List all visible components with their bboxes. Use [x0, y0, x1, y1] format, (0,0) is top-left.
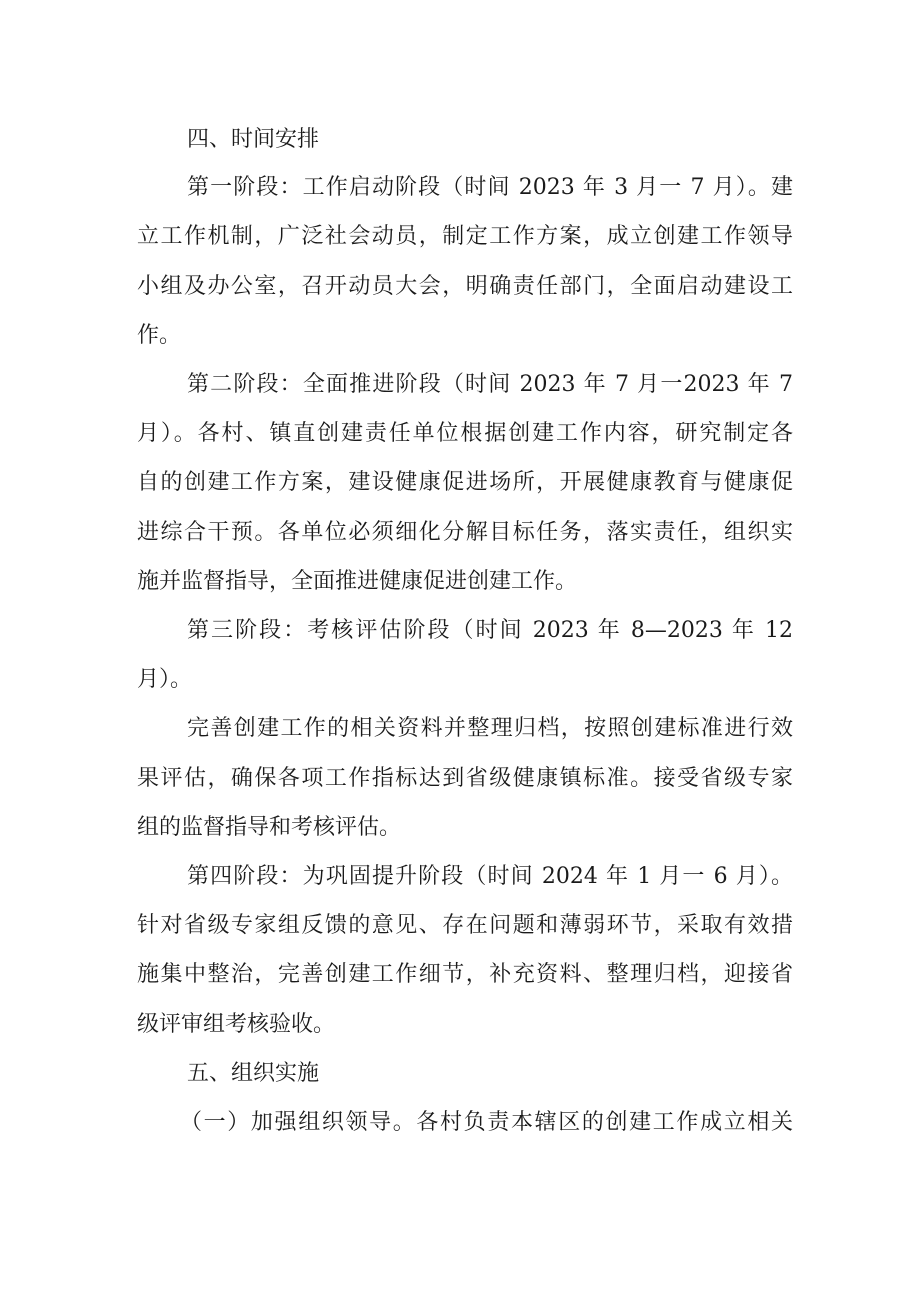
paragraph-line: 小组及办公室，召开动员大会，明确责任部门，全面启动建设工	[137, 274, 793, 299]
paragraph-line: 施集中整治，完善创建工作细节，补充资料、整理归档，迎接省	[137, 962, 793, 987]
paragraph-line: 组的监督指导和考核评估。	[137, 815, 402, 840]
paragraph-line: 第三阶段：考核评估阶段（时间 2023 年 8—2023 年 12	[187, 618, 793, 643]
section-heading-implementation: 五、组织实施	[187, 1061, 320, 1086]
paragraph-line: 针对省级专家组反馈的意见、存在问题和薄弱环节，采取有效措	[137, 913, 793, 938]
paragraph-line: 作。	[137, 323, 182, 348]
paragraph-line: 自的创建工作方案，建设健康促进场所，开展健康教育与健康促	[137, 470, 793, 495]
paragraph-line: 第一阶段：工作启动阶段（时间 2023 年 3 月一 7 月）。建	[187, 175, 793, 200]
paragraph-line: （一）加强组织领导。各村负责本辖区的创建工作成立相关	[180, 1110, 793, 1135]
section-heading-schedule: 四、时间安排	[187, 127, 320, 152]
paragraph-line: 第四阶段：为巩固提升阶段（时间 2024 年 1 月一 6 月）。	[187, 864, 793, 889]
paragraph-line: 完善创建工作的相关资料并整理归档，按照创建标准进行效	[187, 716, 793, 741]
paragraph-line: 进综合干预。各单位必须细化分解目标任务，落实责任，组织实	[137, 520, 793, 545]
paragraph-line: 月）。	[137, 667, 193, 692]
paragraph-line: 月）。各村、镇直创建责任单位根据创建工作内容，研究制定各	[137, 421, 793, 446]
paragraph-line: 第二阶段：全面推进阶段（时间 2023 年 7 月一2023 年 7	[187, 372, 793, 397]
paragraph-line: 级评审组考核验收。	[137, 1012, 336, 1037]
paragraph-line: 果评估，确保各项工作指标达到省级健康镇标准。接受省级专家	[137, 766, 793, 791]
paragraph-line: 立工作机制，广泛社会动员，制定工作方案，成立创建工作领导	[137, 224, 793, 249]
paragraph-line: 施并监督指导，全面推进健康促进创建工作。	[137, 569, 578, 594]
